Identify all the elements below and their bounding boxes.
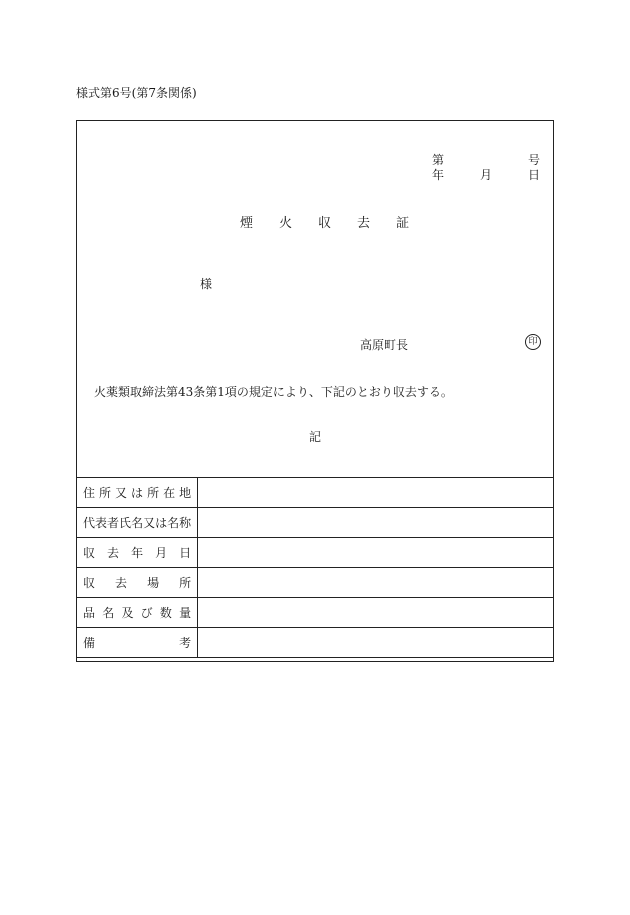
row-value-remarks[interactable]: [198, 628, 554, 658]
label-char: 所: [147, 486, 160, 500]
addressee-honorific: 様: [200, 277, 213, 291]
details-table: [76, 477, 554, 658]
label-char: 代: [83, 516, 96, 530]
seal-mark: 印: [525, 334, 541, 350]
row-value-removal-place[interactable]: [198, 568, 554, 598]
row-label-removal-date: [77, 538, 198, 568]
label-char: 収: [83, 546, 96, 560]
row-label-representative: [77, 508, 198, 538]
label-char: 去: [115, 576, 128, 590]
statement-text: 火薬類取締法第43条第1項の規定により、下記のとおり収去する。: [94, 385, 453, 399]
issuer-name: 高原町長: [360, 338, 409, 352]
number-suffix: 号: [527, 153, 540, 167]
title-char: 煙: [240, 216, 254, 231]
title-char: 収: [318, 216, 332, 231]
label-char: 月: [155, 546, 168, 560]
date-month: 月: [479, 168, 492, 182]
label-char: 品: [83, 606, 96, 620]
row-value-removal-date[interactable]: [198, 538, 554, 568]
form-number-label: 様式第6号(第7条関係): [76, 86, 197, 100]
table-row: [77, 478, 554, 508]
row-label-address: [77, 478, 198, 508]
label-char: 去: [107, 546, 120, 560]
row-value-item-quantity[interactable]: [198, 598, 554, 628]
certificate-date-line: [432, 166, 540, 183]
label-char: 備: [83, 636, 96, 650]
label-char: 又: [115, 486, 128, 500]
table-row: [77, 538, 554, 568]
label-char: 所: [99, 486, 112, 500]
label-char: 名: [131, 516, 144, 530]
label-char: び: [140, 606, 153, 620]
label-char: 在: [163, 486, 176, 500]
number-prefix: 第: [432, 153, 445, 167]
label-char: 住: [83, 486, 96, 500]
label-char: 日: [179, 546, 192, 560]
label-char: 氏: [119, 516, 132, 530]
row-label-remarks: [77, 628, 198, 658]
label-char: 場: [147, 576, 160, 590]
row-label-item-quantity: [77, 598, 198, 628]
label-char: 地: [179, 486, 192, 500]
title-char: 火: [279, 216, 293, 231]
label-char: 考: [179, 636, 192, 650]
title-char: 去: [357, 216, 371, 231]
label-char: 者: [107, 516, 120, 530]
table-row: [77, 628, 554, 658]
label-char: は: [131, 486, 144, 500]
label-char: 数: [159, 606, 172, 620]
label-char: 名: [102, 606, 115, 620]
label-char: 所: [179, 576, 192, 590]
label-char: 収: [83, 576, 96, 590]
label-char: は: [155, 516, 168, 530]
row-label-removal-place: [77, 568, 198, 598]
label-char: 量: [179, 606, 192, 620]
date-year: 年: [432, 168, 445, 182]
ki-heading: 記: [309, 430, 322, 444]
title-char: 証: [396, 216, 410, 231]
label-char: 年: [131, 546, 144, 560]
table-row: [77, 508, 554, 538]
table-row: [77, 598, 554, 628]
label-char: 称: [179, 516, 192, 530]
row-value-representative[interactable]: [198, 508, 554, 538]
label-char: 名: [167, 516, 180, 530]
label-char: 及: [121, 606, 134, 620]
table-row: [77, 568, 554, 598]
date-day: 日: [527, 168, 540, 182]
row-value-address[interactable]: [198, 478, 554, 508]
label-char: 表: [95, 516, 108, 530]
certificate-title: [240, 212, 409, 231]
label-char: 又: [143, 516, 156, 530]
